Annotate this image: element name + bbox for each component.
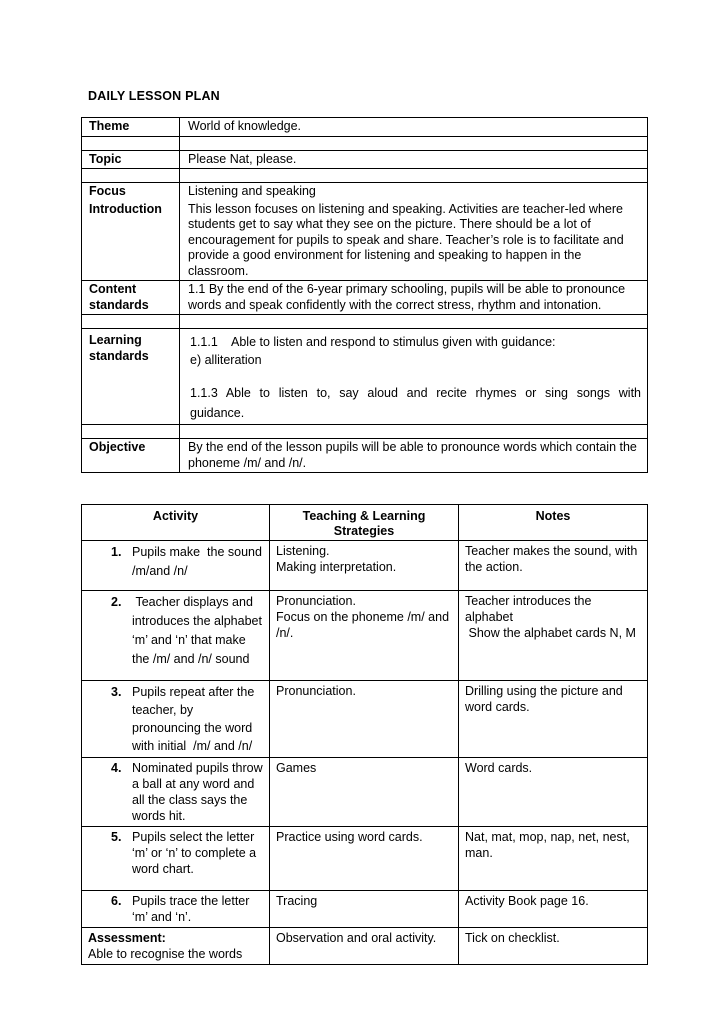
table-row (82, 541, 648, 591)
content-standards-value: 1.1 By the end of the 6-year primary schooling, pupils will be able to pronounce words and speak confidently with the correct stress, rhythm and intonation. (180, 281, 648, 315)
learning-standards-row (82, 329, 648, 425)
theme-row (82, 118, 648, 137)
assessment-label: Assessment: (88, 931, 166, 945)
content-standards-label: Content standards (82, 281, 180, 315)
strategies-cell: Listening. Making interpretation. (270, 541, 459, 591)
table-row (82, 891, 648, 928)
assessment-row (82, 928, 648, 965)
table-row (82, 681, 648, 758)
focus-row (82, 183, 648, 201)
objective-value: By the end of the lesson pupils will be able to pronounce words which contain the phoneme /m/ and /n/. (180, 439, 648, 473)
activity-header-row (82, 505, 648, 541)
strategies-cell: Games (270, 758, 459, 827)
objective-label: Objective (82, 439, 180, 473)
activity-cell: 5. Pupils select the letter ‘m’ or ‘n’ to complete a word chart. (82, 827, 270, 891)
notes-cell: Word cards. (459, 758, 648, 827)
activity-cell: 1. Pupils make the sound /m/and /n/ (82, 541, 270, 591)
learning-standard-alliteration: e) alliteration (190, 353, 262, 367)
theme-value: World of knowledge. (180, 118, 648, 137)
table-row (82, 591, 648, 681)
topic-value: Please Nat, please. (180, 150, 648, 169)
focus-label: Focus (82, 183, 180, 201)
assessment-strategies: Observation and oral activity. (270, 928, 459, 965)
notes-cell: Drilling using the picture and word cards. (459, 681, 648, 758)
topic-label: Topic (82, 150, 180, 169)
table-row (82, 827, 648, 891)
strategies-cell: Practice using word cards. (270, 827, 459, 891)
learning-standard-1-1-3: 1.1.3 Able to listen to, say aloud and recite rhymes or sing songs with guidance. (190, 386, 645, 420)
introduction-row (82, 201, 648, 281)
objective-row (82, 439, 648, 473)
theme-label: Theme (82, 118, 180, 137)
assessment-text: Able to recognise the words (88, 947, 243, 961)
assessment-notes: Tick on checklist. (459, 928, 648, 965)
notes-cell: Teacher introduces the alphabet Show the alphabet cards N, M (459, 591, 648, 681)
notes-cell: Activity Book page 16. (459, 891, 648, 928)
strategies-cell: Pronunciation. (270, 681, 459, 758)
learning-standards-value (180, 329, 648, 425)
activity-cell: 4. Nominated pupils throw a ball at any word and all the class says the words hit. (82, 758, 270, 827)
activity-cell: 3. Pupils repeat after the teacher, by pronouncing the word with initial /m/ and /n/ (82, 681, 270, 758)
assessment-cell (82, 928, 270, 965)
activity-cell: 2. Teacher displays and introduces the alphabet ‘m’ and ‘n’ that make the /m/ and /n/ sound (82, 591, 270, 681)
header-notes: Notes (459, 505, 648, 541)
lesson-info-table (81, 117, 648, 473)
introduction-label: Introduction (82, 201, 180, 281)
learning-standard-1-1-1: 1.1.1 Able to listen and respond to stimulus given with guidance: (190, 335, 556, 349)
introduction-value: This lesson focuses on listening and speaking. Activities are teacher-led where students get to say what they see on the picture. There should be a lot of encouragement for pupils to speak and share. Teacher’s role is to facilitate and provide a good environment for listening and speaking to happen in the classroom. (180, 201, 648, 281)
page-title: DAILY LESSON PLAN (88, 89, 220, 103)
content-standards-row (82, 281, 648, 315)
activity-cell: 6. Pupils trace the letter ‘m’ and ‘n’. (82, 891, 270, 928)
topic-row (82, 150, 648, 169)
activity-table (81, 504, 648, 965)
header-activity: Activity (82, 505, 270, 541)
header-strategies: Teaching & Learning Strategies (270, 505, 459, 541)
strategies-cell: Pronunciation. Focus on the phoneme /m/ and /n/. (270, 591, 459, 681)
notes-cell: Nat, mat, mop, nap, net, nest, man. (459, 827, 648, 891)
strategies-cell: Tracing (270, 891, 459, 928)
table-row (82, 758, 648, 827)
learning-standards-label: Learning standards (82, 329, 180, 425)
notes-cell: Teacher makes the sound, with the action. (459, 541, 648, 591)
focus-value: Listening and speaking (180, 183, 648, 201)
